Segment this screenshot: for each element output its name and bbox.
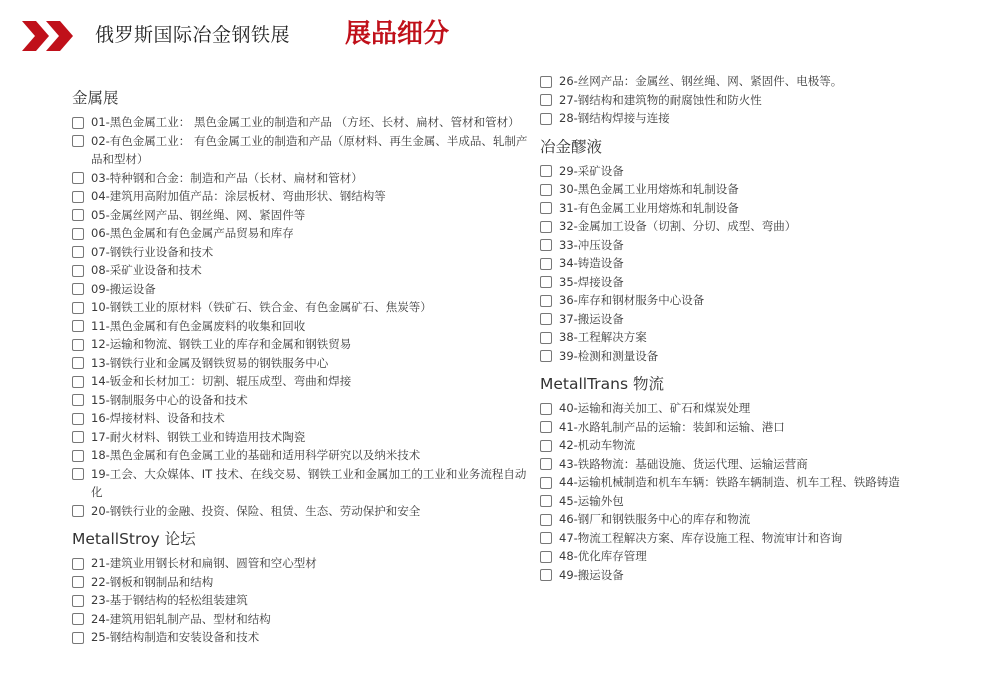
right-column [540, 72, 980, 584]
checklist-item[interactable] [540, 566, 980, 585]
checklist-item[interactable] [540, 347, 980, 366]
checkbox[interactable] [540, 295, 552, 307]
checkbox[interactable] [72, 450, 84, 462]
section-title-metallstroy: MetallStroy 论坛 [72, 530, 196, 548]
checklist-item[interactable] [540, 72, 980, 91]
checklist-item-label: 40-运输和海关加工、矿石和煤炭处理 [559, 401, 751, 415]
checklist-item[interactable] [72, 243, 532, 262]
checklist-metalltrans [540, 399, 980, 584]
checklist-item[interactable] [540, 162, 980, 181]
checklist-item[interactable] [540, 418, 980, 437]
checklist-item[interactable] [540, 436, 980, 455]
checkbox[interactable] [540, 440, 552, 452]
checklist-item-label: 20-钢铁行业的金融、投资、保险、租赁、生态、劳动保护和安全 [91, 503, 421, 518]
checklist-item-label: 10-钢铁工业的原材料（铁矿石、铁合金、有色金属矿石、焦炭等） [91, 300, 432, 314]
checklist-item[interactable] [72, 573, 532, 592]
checklist-item-label: 21-建筑业用钢长材和扁钢、圆管和空心型材 [91, 556, 317, 570]
checkbox[interactable] [72, 613, 84, 625]
checklist-item[interactable] [72, 206, 532, 225]
checkbox[interactable] [72, 191, 84, 203]
checkbox[interactable] [72, 302, 84, 314]
checklist-item[interactable] [72, 187, 532, 206]
checklist-item[interactable] [72, 169, 532, 188]
checklist-metallstroy-continued [540, 72, 980, 128]
checklist-item[interactable] [72, 554, 532, 573]
checklist-item-label: 28-钢结构焊接与连接 [559, 111, 670, 125]
checklist-item-label: 45-运输外包 [559, 493, 624, 508]
checkbox[interactable] [540, 569, 552, 581]
checklist-item-label: 35-焊接设备 [559, 274, 624, 289]
checklist-item-label: 47-物流工程解决方案、库存设施工程、物流审计和咨询 [559, 530, 843, 545]
checklist-item-label: 44-运输机械制造和机车车辆：铁路车辆制造、机车工程、铁路铸造 [559, 475, 900, 489]
checklist-item[interactable] [540, 254, 980, 273]
checkbox[interactable] [540, 458, 552, 470]
checkbox[interactable] [72, 376, 84, 388]
checkbox[interactable] [72, 431, 84, 443]
checklist-item-label: 48-优化库存管理 [559, 549, 647, 563]
checklist-item-label: 13-钢铁行业和金属及钢铁贸易的钢铁服务中心 [91, 355, 329, 370]
checkbox[interactable] [72, 468, 84, 480]
checklist-item[interactable] [72, 132, 532, 169]
checklist-item[interactable] [540, 547, 980, 566]
checkbox[interactable] [540, 184, 552, 196]
double-chevron-right-icon [22, 21, 78, 51]
checklist-item-label: 14-钣金和长材加工：切割、辊压成型、弯曲和焊接 [91, 374, 352, 388]
checklist-item-label: 25-钢结构制造和安装设备和技术 [91, 630, 260, 644]
checklist-item[interactable] [72, 224, 532, 243]
checklist-item[interactable] [72, 261, 532, 280]
checklist-item[interactable] [72, 372, 532, 391]
checkbox[interactable] [72, 505, 84, 517]
checklist-item[interactable] [540, 91, 980, 110]
checklist-metallurgy [540, 162, 980, 366]
checklist-item-label: 33-冲压设备 [559, 237, 624, 252]
checkbox[interactable] [72, 632, 84, 644]
section-title-metallurgy: 冶金醪液 [540, 137, 603, 156]
checklist-item-label: 29-采矿设备 [559, 163, 624, 178]
checklist-item-label: 03-特种钢和合金：制造和产品（长材、扁材和管材） [91, 170, 363, 185]
checkbox[interactable] [72, 246, 84, 258]
checklist-item-label: 43-铁路物流：基础设施、货运代理、运输运营商 [559, 456, 808, 471]
checklist-item-label: 39-检测和测量设备 [559, 348, 659, 363]
checklist-item-label: 37-搬运设备 [559, 311, 624, 326]
checklist-item[interactable] [72, 610, 532, 629]
checklist-item-label: 46-钢厂和钢铁服务中心的库存和物流 [559, 512, 751, 526]
checklist-item-label: 11-黑色金属和有色金属废料的收集和回收 [91, 318, 306, 333]
checklist-item[interactable] [540, 217, 980, 236]
checklist-item-label: 42-机动车物流 [559, 438, 636, 452]
section-title-metalltrans: MetallTrans 物流 [540, 375, 664, 393]
checklist-item[interactable] [540, 291, 980, 310]
checklist-item-label: 02-有色金属工业： 有色金属工业的制造和产品（原材料、再生金属、半成品、轧制产品和型材） [91, 133, 528, 166]
checklist-item[interactable] [72, 113, 532, 132]
checklist-item[interactable] [540, 109, 980, 128]
checklist-item-label: 07-钢铁行业设备和技术 [91, 244, 214, 259]
checkbox[interactable] [540, 514, 552, 526]
checklist-item-label: 01-黑色金属工业： 黑色金属工业的制造和产品 （方坯、长材、扁材、管材和管材） [91, 115, 520, 129]
checklist-item-label: 06-黑色金属和有色金属产品贸易和库存 [91, 226, 294, 240]
checklist-item[interactable] [72, 391, 532, 410]
checkbox[interactable] [72, 320, 84, 332]
checklist-item[interactable] [540, 455, 980, 474]
checklist-item-label: 24-建筑用铝轧制产品、型材和结构 [91, 611, 271, 626]
checkbox[interactable] [72, 283, 84, 295]
checkbox[interactable] [540, 239, 552, 251]
checkbox[interactable] [72, 595, 84, 607]
checkbox[interactable] [540, 202, 552, 214]
checklist-item[interactable] [72, 446, 532, 465]
checklist-item-label: 34-铸造设备 [559, 256, 624, 270]
checklist-item[interactable] [72, 298, 532, 317]
checklist-item[interactable] [540, 180, 980, 199]
page-subtitle: 展品细分 [345, 19, 450, 49]
checkbox[interactable] [72, 558, 84, 570]
checklist-item[interactable] [72, 428, 532, 447]
checklist-item-label: 31-有色金属工业用熔炼和轧制设备 [559, 200, 739, 215]
checklist-item-label: 04-建筑用高附加值产品：涂层板材、弯曲形状、钢结构等 [91, 189, 386, 203]
checkbox[interactable] [540, 94, 552, 106]
checkbox[interactable] [540, 350, 552, 362]
checklist-item-label: 15-钢制服务中心的设备和技术 [91, 392, 248, 407]
checkbox[interactable] [540, 551, 552, 563]
checklist-item-label: 26-丝网产品：金属丝、钢丝绳、网、紧固件、电极等。 [559, 74, 843, 88]
page-title: 俄罗斯国际冶金钢铁展 [95, 24, 291, 46]
checkbox[interactable] [72, 576, 84, 588]
checkbox[interactable] [540, 76, 552, 88]
checkbox[interactable] [540, 332, 552, 344]
checkbox[interactable] [72, 117, 84, 129]
checkbox[interactable] [540, 495, 552, 507]
checklist-item-label: 05-金属丝网产品、钢丝绳、网、紧固件等 [91, 207, 306, 222]
checklist-item[interactable] [540, 399, 980, 418]
checkbox[interactable] [72, 413, 84, 425]
checklist-item-label: 32-金属加工设备（切割、分切、成型、弯曲） [559, 219, 797, 233]
checkbox[interactable] [72, 339, 84, 351]
checkbox[interactable] [540, 421, 552, 433]
checklist-item-label: 38-工程解决方案 [559, 330, 647, 344]
checklist-item-label: 23-基于钢结构的轻松组装建筑 [91, 593, 248, 607]
checklist-item-label: 12-运输和物流、钢铁工业的库存和金属和钢铁贸易 [91, 337, 352, 351]
checkbox[interactable] [72, 357, 84, 369]
checklist-item[interactable] [72, 317, 532, 336]
checklist-metallstroy [72, 554, 532, 647]
checkbox[interactable] [540, 113, 552, 125]
checklist-item[interactable] [72, 409, 532, 428]
checklist-item[interactable] [540, 529, 980, 548]
checklist-item-label: 22-钢板和钢制品和结构 [91, 574, 214, 589]
checklist-item[interactable] [72, 591, 532, 610]
left-column [72, 86, 532, 647]
checklist-item[interactable] [72, 354, 532, 373]
checkbox[interactable] [540, 532, 552, 544]
checklist-item[interactable] [72, 465, 532, 502]
checklist-item-label: 17-耐火材料、钢铁工业和铸造用技术陶瓷 [91, 429, 306, 444]
checkbox[interactable] [540, 221, 552, 233]
checklist-metal [72, 113, 532, 520]
checklist-item[interactable] [540, 492, 980, 511]
checkbox[interactable] [72, 172, 84, 184]
checklist-item[interactable] [540, 328, 980, 347]
checklist-item-label: 16-焊接材料、设备和技术 [91, 411, 225, 425]
checklist-item[interactable] [540, 199, 980, 218]
page-header [0, 0, 985, 70]
checklist-item[interactable] [72, 280, 532, 299]
checklist-item-label: 30-黑色金属工业用熔炼和轧制设备 [559, 182, 739, 196]
checklist-item[interactable] [540, 273, 980, 292]
checklist-item-label: 27-钢结构和建筑物的耐腐蚀性和防火性 [559, 92, 762, 107]
checkbox[interactable] [72, 265, 84, 277]
checklist-item-label: 19-工会、大众媒体、IT 技术、在线交易、钢铁工业和金属加工的工业和业务流程自动化 [91, 466, 527, 499]
checklist-item-label: 09-搬运设备 [91, 281, 156, 296]
checkbox[interactable] [540, 276, 552, 288]
checklist-item[interactable] [72, 335, 532, 354]
checklist-item-label: 49-搬运设备 [559, 567, 624, 582]
checklist-item-label: 41-水路轧制产品的运输：装卸和运输、港口 [559, 419, 785, 434]
checkbox[interactable] [540, 403, 552, 415]
checkbox[interactable] [72, 209, 84, 221]
checkbox[interactable] [72, 228, 84, 240]
checklist-item[interactable] [72, 502, 532, 521]
checklist-item[interactable] [72, 628, 532, 647]
checkbox[interactable] [540, 258, 552, 270]
checklist-item[interactable] [540, 510, 980, 529]
checkbox[interactable] [72, 135, 84, 147]
section-title-metal: 金属展 [72, 89, 119, 107]
checkbox[interactable] [540, 477, 552, 489]
checkbox[interactable] [72, 394, 84, 406]
checklist-item-label: 18-黑色金属和有色金属工业的基础和适用科学研究以及纳米技术 [91, 448, 421, 462]
checklist-item-label: 08-采矿业设备和技术 [91, 263, 202, 277]
checkbox[interactable] [540, 313, 552, 325]
checklist-item[interactable] [540, 310, 980, 329]
checklist-item-label: 36-库存和钢材服务中心设备 [559, 293, 705, 307]
checklist-item[interactable] [540, 473, 980, 492]
checklist-item[interactable] [540, 236, 980, 255]
checkbox[interactable] [540, 165, 552, 177]
